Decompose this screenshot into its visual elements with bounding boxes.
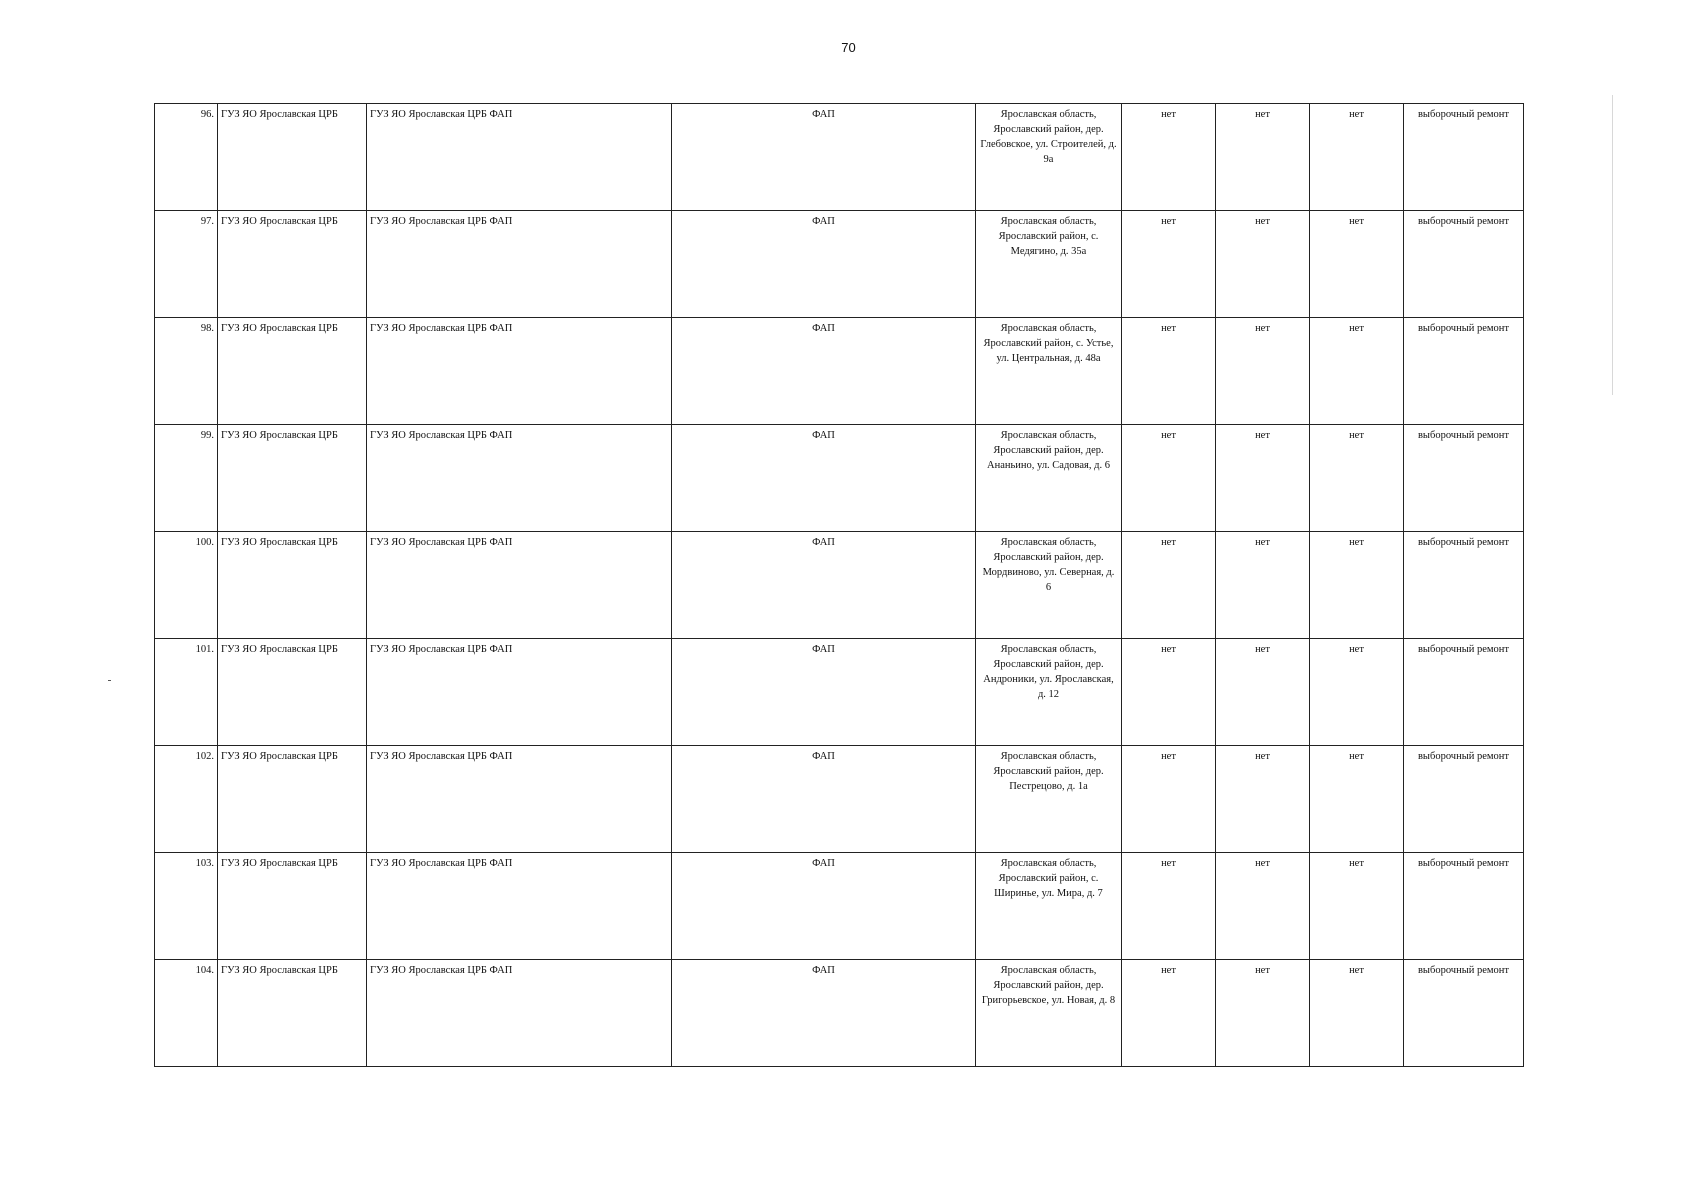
value-cell-a: нет <box>1122 532 1216 639</box>
value-cell-a: нет <box>1122 318 1216 425</box>
work-type-cell: выборочный ремонт <box>1404 960 1524 1067</box>
value-cell-b: нет <box>1216 853 1310 960</box>
scan-artifact <box>108 680 111 681</box>
value-cell-c: нет <box>1310 318 1404 425</box>
row-number: 102. <box>155 746 218 853</box>
row-number: 96. <box>155 104 218 211</box>
work-type-cell: выборочный ремонт <box>1404 104 1524 211</box>
row-number: 103. <box>155 853 218 960</box>
facility-name-cell: ГУЗ ЯО Ярославская ЦРБ ФАП <box>367 425 672 532</box>
organization-cell: ГУЗ ЯО Ярославская ЦРБ <box>218 639 367 746</box>
value-cell-c: нет <box>1310 746 1404 853</box>
facility-name-cell: ГУЗ ЯО Ярославская ЦРБ ФАП <box>367 532 672 639</box>
work-type-cell: выборочный ремонт <box>1404 853 1524 960</box>
value-cell-c: нет <box>1310 104 1404 211</box>
facility-type-cell: ФАП <box>672 318 976 425</box>
value-cell-b: нет <box>1216 532 1310 639</box>
value-cell-a: нет <box>1122 960 1216 1067</box>
work-type-cell: выборочный ремонт <box>1404 639 1524 746</box>
organization-cell: ГУЗ ЯО Ярославская ЦРБ <box>218 211 367 318</box>
table-row <box>155 853 1524 960</box>
facility-name-cell: ГУЗ ЯО Ярославская ЦРБ ФАП <box>367 318 672 425</box>
facility-type-cell: ФАП <box>672 639 976 746</box>
value-cell-c: нет <box>1310 960 1404 1067</box>
facility-type-cell: ФАП <box>672 425 976 532</box>
work-type-cell: выборочный ремонт <box>1404 318 1524 425</box>
address-cell: Ярославская область, Ярославский район, дер. Глебовское, ул. Строителей, д. 9а <box>976 104 1122 211</box>
row-number: 101. <box>155 639 218 746</box>
facility-name-cell: ГУЗ ЯО Ярославская ЦРБ ФАП <box>367 639 672 746</box>
table-row <box>155 746 1524 853</box>
address-cell: Ярославская область, Ярославский район, дер. Григорьевское, ул. Новая, д. 8 <box>976 960 1122 1067</box>
table-row <box>155 104 1524 211</box>
value-cell-c: нет <box>1310 425 1404 532</box>
value-cell-a: нет <box>1122 746 1216 853</box>
address-cell: Ярославская область, Ярославский район, дер. Андроники, ул. Ярославская, д. 12 <box>976 639 1122 746</box>
table-row <box>155 211 1524 318</box>
address-cell: Ярославская область, Ярославский район, с. Устье, ул. Центральная, д. 48а <box>976 318 1122 425</box>
value-cell-c: нет <box>1310 532 1404 639</box>
value-cell-a: нет <box>1122 425 1216 532</box>
work-type-cell: выборочный ремонт <box>1404 211 1524 318</box>
organization-cell: ГУЗ ЯО Ярославская ЦРБ <box>218 853 367 960</box>
work-type-cell: выборочный ремонт <box>1404 425 1524 532</box>
row-number: 97. <box>155 211 218 318</box>
address-cell: Ярославская область, Ярославский район, дер. Ананьино, ул. Садовая, д. 6 <box>976 425 1122 532</box>
facility-name-cell: ГУЗ ЯО Ярославская ЦРБ ФАП <box>367 104 672 211</box>
value-cell-c: нет <box>1310 639 1404 746</box>
address-cell: Ярославская область, Ярославский район, дер. Пестрецово, д. 1а <box>976 746 1122 853</box>
value-cell-b: нет <box>1216 211 1310 318</box>
value-cell-b: нет <box>1216 104 1310 211</box>
address-cell: Ярославская область, Ярославский район, с. Медягино, д. 35а <box>976 211 1122 318</box>
organization-cell: ГУЗ ЯО Ярославская ЦРБ <box>218 104 367 211</box>
value-cell-a: нет <box>1122 639 1216 746</box>
facility-type-cell: ФАП <box>672 532 976 639</box>
scan-edge-mark <box>1612 95 1613 395</box>
organization-cell: ГУЗ ЯО Ярославская ЦРБ <box>218 425 367 532</box>
value-cell-b: нет <box>1216 960 1310 1067</box>
facility-name-cell: ГУЗ ЯО Ярославская ЦРБ ФАП <box>367 211 672 318</box>
value-cell-b: нет <box>1216 746 1310 853</box>
address-cell: Ярославская область, Ярославский район, с. Ширинье, ул. Мира, д. 7 <box>976 853 1122 960</box>
organization-cell: ГУЗ ЯО Ярославская ЦРБ <box>218 532 367 639</box>
facility-type-cell: ФАП <box>672 853 976 960</box>
facility-name-cell: ГУЗ ЯО Ярославская ЦРБ ФАП <box>367 960 672 1067</box>
table-body <box>155 104 1524 1067</box>
page-number: 70 <box>841 40 856 55</box>
work-type-cell: выборочный ремонт <box>1404 532 1524 639</box>
organization-cell: ГУЗ ЯО Ярославская ЦРБ <box>218 746 367 853</box>
table-row <box>155 532 1524 639</box>
table-row <box>155 960 1524 1067</box>
value-cell-b: нет <box>1216 425 1310 532</box>
facility-type-cell: ФАП <box>672 104 976 211</box>
table-row <box>155 639 1524 746</box>
value-cell-a: нет <box>1122 211 1216 318</box>
row-number: 98. <box>155 318 218 425</box>
row-number: 104. <box>155 960 218 1067</box>
organization-cell: ГУЗ ЯО Ярославская ЦРБ <box>218 960 367 1067</box>
address-cell: Ярославская область, Ярославский район, дер. Мордвиново, ул. Северная, д. 6 <box>976 532 1122 639</box>
facility-type-cell: ФАП <box>672 746 976 853</box>
facility-type-cell: ФАП <box>672 960 976 1067</box>
facility-name-cell: ГУЗ ЯО Ярославская ЦРБ ФАП <box>367 853 672 960</box>
value-cell-b: нет <box>1216 639 1310 746</box>
row-number: 100. <box>155 532 218 639</box>
table-row <box>155 318 1524 425</box>
table-row <box>155 425 1524 532</box>
work-type-cell: выборочный ремонт <box>1404 746 1524 853</box>
value-cell-c: нет <box>1310 211 1404 318</box>
facility-table <box>154 103 1524 1067</box>
value-cell-b: нет <box>1216 318 1310 425</box>
facility-name-cell: ГУЗ ЯО Ярославская ЦРБ ФАП <box>367 746 672 853</box>
value-cell-a: нет <box>1122 104 1216 211</box>
facility-type-cell: ФАП <box>672 211 976 318</box>
value-cell-a: нет <box>1122 853 1216 960</box>
organization-cell: ГУЗ ЯО Ярославская ЦРБ <box>218 318 367 425</box>
row-number: 99. <box>155 425 218 532</box>
value-cell-c: нет <box>1310 853 1404 960</box>
